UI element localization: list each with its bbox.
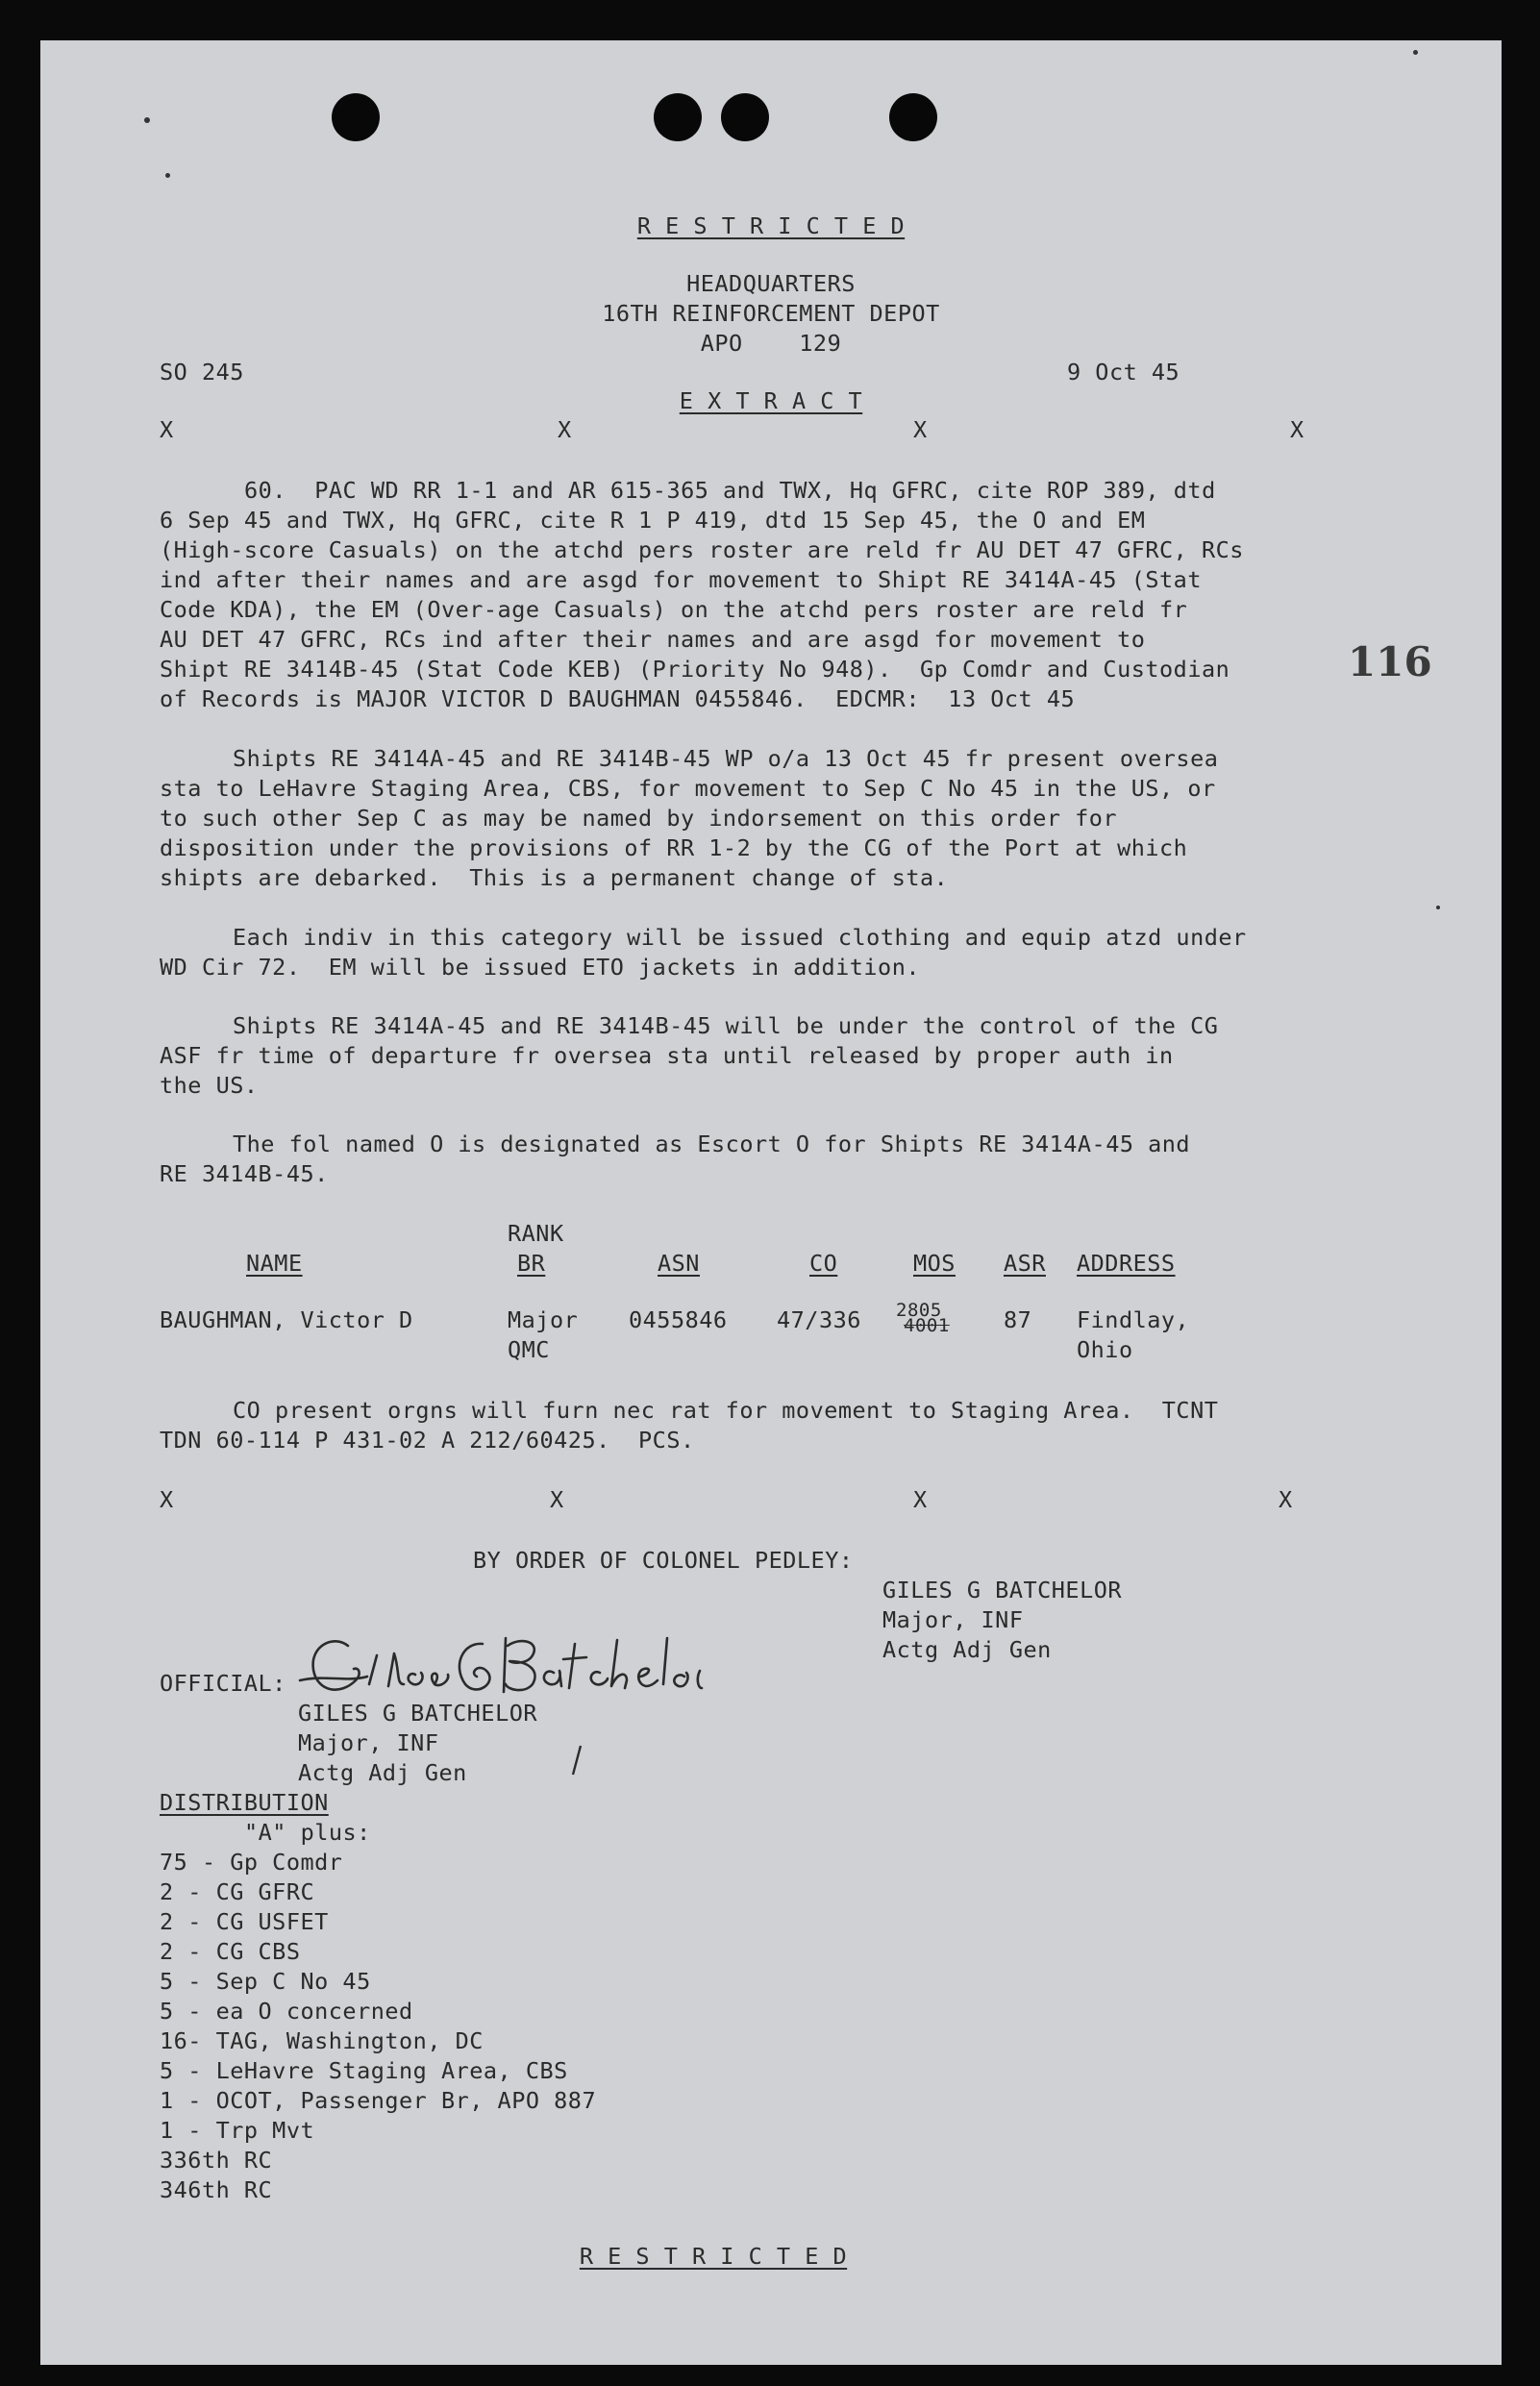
order-date: 9 Oct 45 [1067,359,1180,385]
list-item: 336th RC [160,2147,273,2174]
official-title: Actg Adj Gen [298,1759,467,1786]
list-item: 2 - CG GFRC [160,1878,315,1905]
list-item: 2 - CG USFET [160,1908,329,1935]
header-asr: ASR [1004,1250,1046,1277]
distribution-label: DISTRIBUTION [160,1789,329,1816]
header-rank: RANK [508,1220,564,1247]
separator-mark: X [558,416,572,443]
official-name: GILES G BATCHELOR [298,1700,538,1727]
headquarters-line: HEADQUARTERS [686,270,856,297]
header-name: NAME [246,1250,303,1277]
header-mos: MOS [913,1250,956,1277]
cell-address: Findlay, [1077,1306,1190,1333]
official-label: OFFICIAL: [160,1670,286,1697]
punch-hole-left [332,93,380,141]
separator-mark: X [550,1486,564,1513]
order-number: SO 245 [160,359,244,385]
header-co: CO [809,1250,838,1277]
cell-mos: 2805 [896,1300,942,1321]
unit-line: 16TH REINFORCEMENT DEPOT [602,300,940,327]
pen-tick-mark [567,1742,586,1780]
classification-footer: R E S T R I C T E D [579,2243,848,2270]
list-item: 5 - ea O concerned [160,1998,413,2025]
header-branch: BR [517,1250,546,1277]
punch-hole-center-right [721,93,769,141]
signer-title: Actg Adj Gen [882,1636,1052,1663]
cell-asn: 0455846 [629,1306,728,1333]
list-item: 5 - Sep C No 45 [160,1968,371,1995]
list-item: 1 - OCOT, Passenger Br, APO 887 [160,2087,597,2114]
cell-rank: Major [508,1306,579,1333]
cell-address-state: Ohio [1077,1336,1133,1363]
distribution-plus: "A" plus: [244,1819,371,1846]
separator-mark: X [1290,416,1304,443]
cell-mos-struck: 4001 [904,1315,950,1336]
cell-co: 47/336 [777,1306,861,1333]
signer-name: GILES G BATCHELOR [882,1577,1123,1603]
list-item: 346th RC [160,2176,273,2203]
document-page: R E S T R I C T E D HEADQUARTERS 16TH REINFORCEMENT DEPOT APO 129 SO 245 9 Oct 45 E X T R A C T X X X X 60. PAC WD RR 1-1 and AR 615-365 and TWX, Hq GFRC, cite ROP 389, dtd 6 Sep 45 and TWX, Hq GFRC, cite R 1 P 419, dtd 15 Sep 45, the O and EM (High-score Casuals) on the atchd pers roster are reld fr AU DET 47 GFRC, RCs ind after their names and are asgd for movement to Shipt RE 3414A-45 (Stat Code KDA), the EM (Over-age Casuals) on the atchd pers roster are reld fr AU DET 47 GFRC, RCs ind after their names and are asgd for movement to Shipt RE 3414B-45 (Stat Code KEB) (Priority No 948). Gp Comdr and Custodian of Records is MAJOR VICTOR D BAUGHMAN 0455846. EDCMR: 13 Oct 45 116 Shipts RE 3414A-45 and RE 3414B-45 WP o/a 13 Oct 45 fr present oversea sta to LeHavre Staging Area, CBS, for movement to Sep C No 45 in the US, or to such other Sep C as may be named by indorsement on this order for disposition under the provisions of RR 1-2 by the CG of the Port at which shipts are debarked. This is a permanent change of sta. Each indiv in this category will be issued clothing and equip atzd under WD Cir 72. EM will be issued ETO jackets in addition. Shipts RE 3414A-45 and RE 3414B-45 will be under the control of the CG ASF fr time of departure fr oversea sta until released by proper auth in the US. The fol named O is designated as Escort O for Shipts RE 3414A-45 and RE 3414B-45. RANK NAME BR ASN CO MOS ASR ADDRESS BAUGHMAN, Victor D Major QMC 0455846 47/336 2805 4001 87 Findlay, Ohio CO present orgns will furn nec rat for movement to Staging Area. TCNT TDN 60-114 P 431-02 A 212/60425. PCS. X X X X BY ORDER OF COLONEL PEDLEY: GILES G BATCHELOR Major, INF Actg Adj Gen OFFICIAL: GILES G BATCHELOR Major, INF Actg Adj Gen DISTRIBUTION "A" plus: 75 - Gp Comdr 2 - CG GFRC 2 - CG USFET 2 - CG CBS 5 - Sep C No 45 5 - ea O concerned 16- TAG, Washington, DC 5 - LeHavre Staging Area, CBS 1 - OCOT, Passenger Br, APO 887 1 - Trp Mvt 336th RC 346th RC R E S T R I C T E D [40,40,1502,2365]
by-order-line: BY ORDER OF COLONEL PEDLEY: [473,1547,854,1574]
separator-mark: X [913,1486,928,1513]
separator-mark: X [913,416,928,443]
list-item: 1 - Trp Mvt [160,2117,315,2144]
header-address: ADDRESS [1077,1250,1176,1277]
list-item: 16- TAG, Washington, DC [160,2027,484,2054]
separator-mark: X [1279,1486,1293,1513]
cell-branch: QMC [508,1336,550,1363]
punch-hole-right [889,93,937,141]
list-item: 75 - Gp Comdr [160,1849,343,1876]
separator-mark: X [160,1486,174,1513]
separator-mark: X [160,416,174,443]
list-item: 5 - LeHavre Staging Area, CBS [160,2057,568,2084]
cell-asr: 87 [1004,1306,1032,1333]
list-item: 2 - CG CBS [160,1938,301,1965]
official-rank: Major, INF [298,1729,439,1756]
apo-line: APO 129 [700,330,842,357]
punch-hole-center [654,93,702,141]
page-number: 116 [1348,638,1432,685]
cell-name: BAUGHMAN, Victor D [160,1306,413,1333]
signer-rank: Major, INF [882,1606,1024,1633]
classification-header: R E S T R I C T E D [636,212,906,239]
header-asn: ASN [658,1250,700,1277]
extract-heading: E X T R A C T [679,387,863,414]
